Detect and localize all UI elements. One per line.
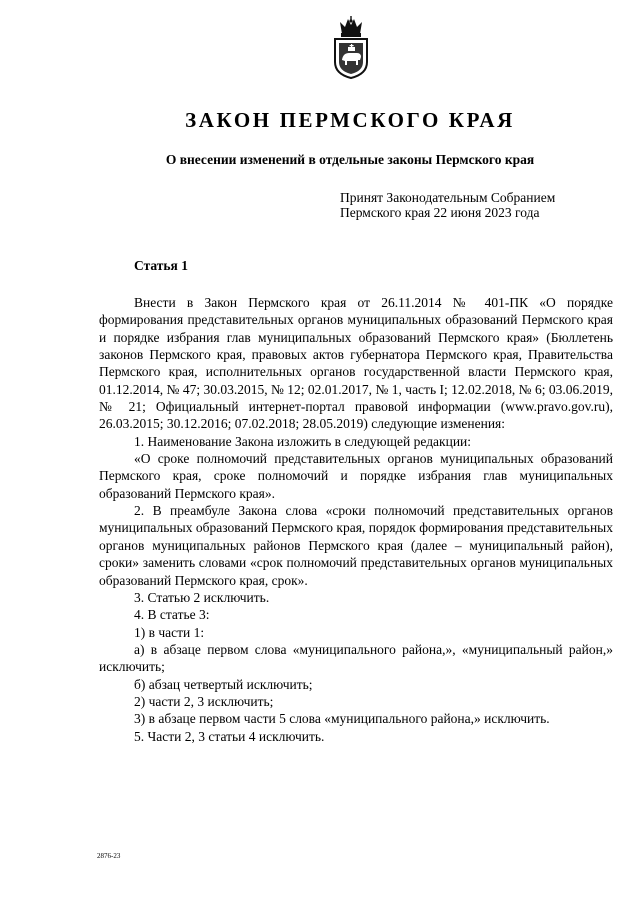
paragraph-item-4: 4. В статье 3: (134, 607, 210, 623)
document-code: 2876-23 (97, 852, 121, 860)
paragraph-subitem-3: 3) в абзаце первом части 5 слова «муниципального района,» исключить. (134, 711, 550, 727)
article-heading: Статья 1 (134, 258, 188, 273)
paragraph-item-1: 1. Наименование Закона изложить в следующей редакции: (134, 433, 472, 449)
adoption-note (340, 190, 555, 220)
paragraph-item-3: 3. Статью 2 исключить. (134, 589, 270, 605)
article-body (99, 294, 613, 745)
paragraph-subitem-1: 1) в части 1: (134, 624, 205, 640)
perm-krai-coat-of-arms-icon (330, 16, 372, 80)
paragraph-item-5: 5. Части 2, 3 статьи 4 исключить. (134, 728, 325, 744)
adoption-note-line: Пермского края 22 июня 2023 года (340, 205, 540, 220)
paragraph-subitem-2: 2) части 2, 3 исключить; (134, 693, 274, 709)
paragraph-intro: Внести в Закон Пермского края от 26.11.2014 № 401-ПК «О порядке формирования представительных органов муниципальных образований Пермского края и порядке избрания глав муниципальных образований Пермского края» (Бюллетень законов Пермского края, правовых актов губернатора Пермского края, Правительства Пермского края, исполнительных органов государственной власти Пермского края, 01.12.2014, № 47; 30.03.2015, № 12; 02.01.2017, № 1, часть I; 12.02.2018, № 6; 03.06.2019, № 21; Официальный интернет-портал правовой информации (www.pravo.gov.ru), 26.03.2015; 30.12.2016; 07.02.2018; 28.05.2019) следующие изменения: (99, 295, 613, 432)
adoption-note-line: Принят Законодательным Собранием (340, 190, 556, 205)
paragraph-subitem-b: б) абзац четвертый исключить; (134, 676, 313, 692)
law-subtitle: О внесении изменений в отдельные законы Пермского края (165, 152, 535, 167)
law-title: ЗАКОН ПЕРМСКОГО КРАЯ (185, 108, 515, 132)
paragraph-subitem-a: а) в абзаце первом слова «муниципального района,», «муниципальный район,» исключить; (99, 641, 613, 675)
paragraph-quote: «О сроке полномочий представительных органов муниципальных образований Пермского края, сроке полномочий и порядке избрания глав муниципальных образований Пермского края». (99, 451, 613, 501)
paragraph-item-2: 2. В преамбуле Закона слова «сроки полномочий представительных органов муниципальных образований Пермского края, порядок формирования представительных органов муниципальных районов Пермского края (далее – муниципальный район), сроки» заменить словами «срок полномочий представительных органов муниципальных образований Пермского края, срок». (99, 503, 613, 588)
